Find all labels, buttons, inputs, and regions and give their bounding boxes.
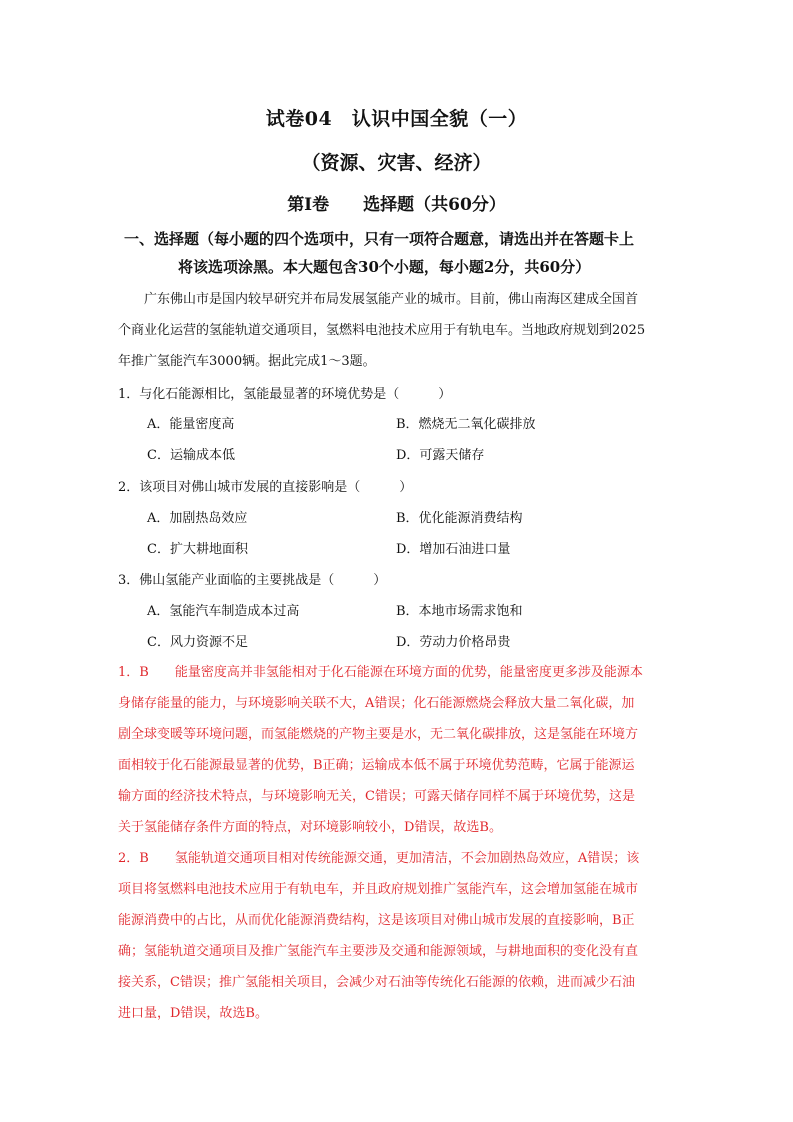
section-instructions-line2: 将该选项涂黑。本大题包含30个小题，每小题2分，共60分） — [178, 258, 591, 276]
option-b: B．优化能源消费结构 — [396, 511, 523, 526]
option-c: C．风力资源不足 — [147, 635, 248, 650]
answer-line: 项目将氢燃料电池技术应用于有轨电车，并且政府规划推广氢能汽车，这会增加氢能在城市 — [118, 882, 639, 897]
section-instructions-line1: 一、选择题（每小题的四个选项中，只有一项符合题意，请选出并在答题卡上 — [124, 230, 635, 248]
option-b: B．燃烧无二氧化碳排放 — [396, 417, 536, 432]
option-a: A．氢能汽车制造成本过高 — [147, 604, 300, 619]
question-stem: 1．与化石能源相比，氢能最显著的环境优势是（ ） — [118, 387, 452, 402]
exam-subtitle: （资源、灾害、经济） — [301, 152, 492, 174]
passage-line: 广东佛山市是国内较早研究并布局发展氢能产业的城市。目前，佛山南海区建成全国首 — [118, 292, 639, 307]
passage-line: 年推广氢能汽车3000辆。据此完成1～3题。 — [118, 354, 376, 369]
exam-title: 试卷04 认识中国全貌（一） — [265, 108, 528, 130]
question-stem: 3．佛山氢能产业面临的主要挑战是（ ） — [118, 573, 387, 588]
option-d: D．可露天储存 — [396, 448, 485, 463]
option-a: A．加剧热岛效应 — [147, 511, 248, 526]
option-a: A．能量密度高 — [147, 417, 235, 432]
answer-line: 确；氢能轨道交通项目及推广氢能汽车主要涉及交通和能源领域，与耕地面积的变化没有直 — [118, 944, 639, 959]
option-c: C．扩大耕地面积 — [147, 542, 248, 557]
answer-line: 输方面的经济技术特点，与环境影响无关，C错误；可露天储存同样不属于环境优势，这是 — [118, 789, 635, 804]
answer-line: 进口量，D错误，故选B。 — [118, 1006, 268, 1021]
answer-line: 能源消费中的占比，从而优化能源消费结构，这是该项目对佛山城市发展的直接影响，B正 — [118, 913, 635, 928]
option-c: C．运输成本低 — [147, 448, 235, 463]
passage-line: 个商业化运营的氢能轨道交通项目，氢燃料电池技术应用于有轨电车。当地政府规划到2025 — [118, 323, 646, 338]
answer-line: 剧全球变暖等环境问题，而氢能燃烧的产物主要是水，无二氧化碳排放，这是氢能在环境方 — [118, 727, 639, 742]
answer-line: 接关系，C错误；推广氢能相关项目，会减少对石油等传统化石能源的依赖，进而减少石油 — [118, 975, 635, 990]
option-d: D．增加石油进口量 — [396, 542, 511, 557]
answer-line: 身储存能量的能力，与环境影响关联不大，A错误；化石能源燃烧会释放大量二氧化碳，加 — [118, 696, 635, 711]
answer-line: 2．B 氢能轨道交通项目相对传统能源交通，更加清洁，不会加剧热岛效应，A错误；该 — [118, 851, 640, 866]
answer-line: 关于氢能储存条件方面的特点，对环境影响较小，D错误，故选B。 — [118, 820, 502, 835]
option-d: D．劳动力价格昂贵 — [396, 635, 511, 650]
option-b: B．本地市场需求饱和 — [396, 604, 523, 619]
question-stem: 2．该项目对佛山城市发展的直接影响是（ ） — [118, 480, 413, 495]
answer-line: 面相较于化石能源最显著的优势，B正确；运输成本低不属于环境优势范畴，它属于能源运 — [118, 758, 635, 773]
answer-line: 1．B 能量密度高并非氢能相对于化石能源在环境方面的优势，能量密度更多涉及能源本 — [118, 665, 643, 680]
part-heading: 第Ⅰ卷 选择题（共60分） — [287, 195, 506, 215]
